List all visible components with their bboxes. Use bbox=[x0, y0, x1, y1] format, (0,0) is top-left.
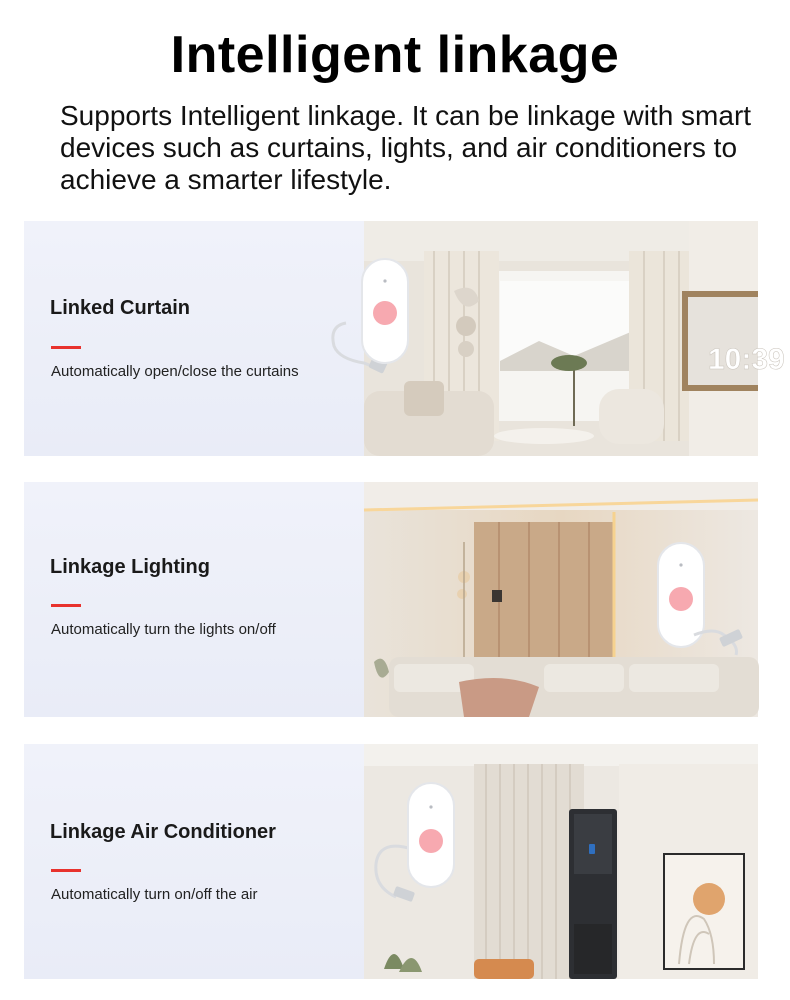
card-heading: Linkage Lighting bbox=[50, 556, 210, 578]
card-linkage-air-conditioner bbox=[24, 744, 758, 979]
page-subtitle: Supports Intelligent linkage. It can be linkage with smart devices such as curtains, lights, and air conditioners to achieve a smarter lifestyle. bbox=[60, 100, 752, 195]
motion-sensor-device-icon bbox=[654, 537, 754, 672]
card-linkage-lighting bbox=[24, 482, 758, 717]
accent-bar bbox=[51, 604, 81, 607]
tv-clock: 10:39 bbox=[708, 343, 785, 376]
card-heading: Linked Curtain bbox=[50, 297, 191, 319]
page-title: Intelligent linkage bbox=[170, 26, 620, 84]
card-text-panel bbox=[24, 221, 364, 456]
accent-bar bbox=[51, 346, 81, 349]
motion-sensor-device-icon bbox=[364, 769, 464, 914]
scene-image-curtains bbox=[364, 221, 785, 456]
card-heading: Linkage Air Conditioner bbox=[50, 821, 276, 843]
card-text-panel bbox=[24, 744, 364, 979]
accent-bar bbox=[51, 869, 81, 872]
card-text-panel bbox=[24, 482, 364, 717]
card-description: Automatically turn on/off the air bbox=[51, 886, 258, 903]
card-description: Automatically turn the lights on/off bbox=[51, 621, 276, 638]
motion-sensor-device-icon bbox=[324, 251, 414, 386]
card-description: Automatically open/close the curtains bbox=[51, 363, 299, 380]
card-linked-curtain bbox=[24, 221, 785, 456]
